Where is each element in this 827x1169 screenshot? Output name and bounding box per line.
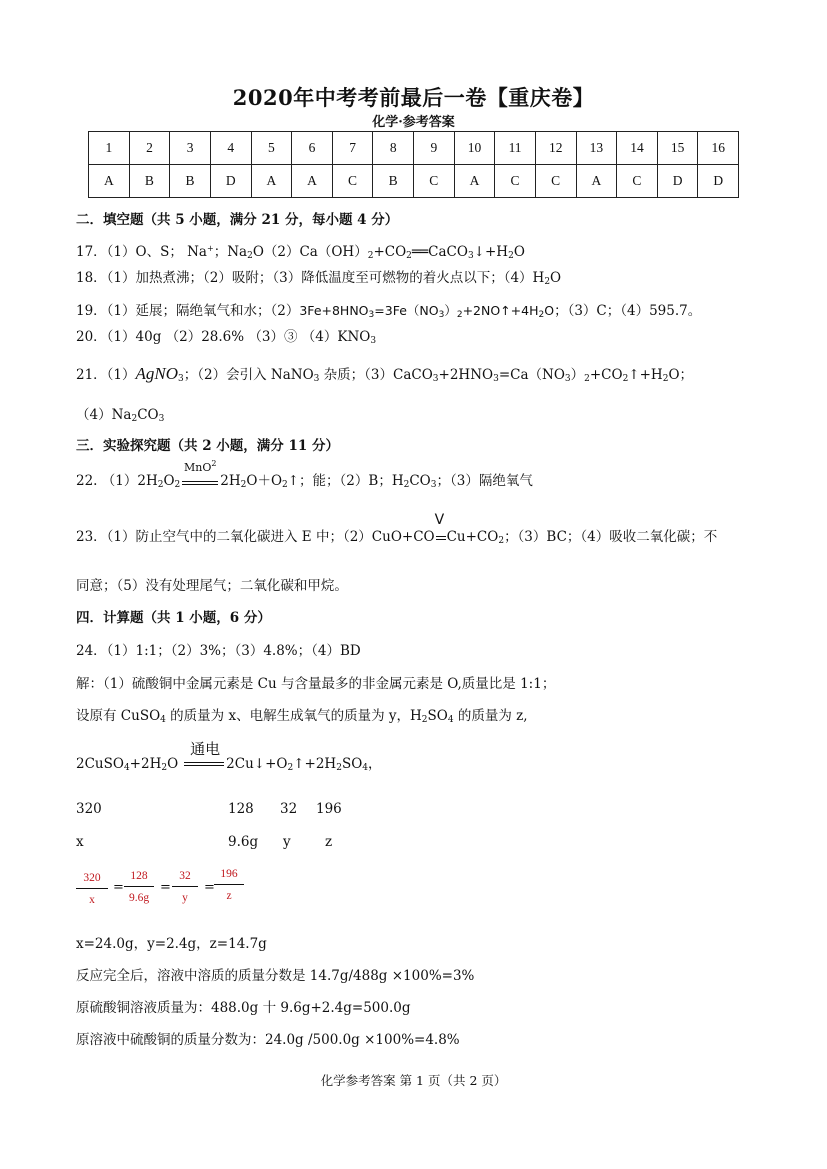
q24-line-a: 反应完全后，溶液中溶质的质量分数是 14.7g/488g ×100%=3% bbox=[76, 968, 475, 984]
answer-cell: A bbox=[251, 165, 292, 198]
question-number-cell: 3 bbox=[170, 132, 211, 165]
answer-cell: A bbox=[292, 165, 333, 198]
answer-cell: A bbox=[454, 165, 495, 198]
mass-row-1-b: 128 bbox=[228, 801, 254, 817]
mass-row-2-d: z bbox=[325, 834, 333, 850]
electrolysis-condition: 通电 bbox=[184, 758, 226, 772]
q23-answer: 23．（1）防止空气中的二氧化碳进入 E 中；（2）CuO+CO V $Cu+CO_2$；（3）BC；（4）吸收二氧化碳；不 bbox=[76, 511, 718, 546]
q24-result: x=24.0g，y=2.4g，z=14.7g bbox=[76, 936, 267, 952]
question-number-cell: 9 bbox=[414, 132, 455, 165]
q21-answer: 21．（1）AgNO$_3$；（2）会引入 NaNO$_3$ 杂质；$(3)CaCO_3+2HNO_3=Ca(NO_3)_2+CO_2↑+H_2O$； bbox=[76, 364, 694, 384]
equals-sign: = bbox=[204, 880, 215, 895]
mass-row-2-a: x bbox=[76, 834, 84, 850]
answer-cell: C bbox=[535, 165, 576, 198]
q19-answer: 19．（1）延展；隔绝氧气和水；$(2)3Fe+8HNO_3=3Fe(NO_3)_2+2NO↑+4H_2O$；（3）C；（4）595.7。 bbox=[76, 303, 702, 320]
answer-cell: A bbox=[576, 165, 617, 198]
answer-cell: D bbox=[698, 165, 739, 198]
page-title: 2020年中考考前最后一卷【重庆卷】 bbox=[232, 85, 595, 110]
q17-answer: 17．（1）O、S； Na+；$Na_2O(2)Ca(OH)_2+CO_2══CaCO_3↓+H_2O$ bbox=[76, 244, 525, 261]
answer-cell: D bbox=[210, 165, 251, 198]
equals-sign: = bbox=[113, 880, 124, 895]
question-number-cell: 16 bbox=[698, 132, 739, 165]
question-number-cell: 4 bbox=[210, 132, 251, 165]
question-number-cell: 2 bbox=[129, 132, 170, 165]
q24-line-c: 原溶液中硫酸铜的质量分数为：24.0g /500.0g ×100%=4.8% bbox=[76, 1032, 460, 1048]
question-number-cell: 6 bbox=[292, 132, 333, 165]
q24-solution-2: 设原有 CuSO$_4$ 的质量为 x、电解生成氧气的质量为 y，$H_2SO_4$ 的质量为 z, bbox=[76, 708, 528, 725]
q24-equation: $2CuSO_4+2H_2O$ 通电 $2Cu↓+O_2↑+2H_2SO_4$， bbox=[76, 739, 382, 773]
question-number-cell: 8 bbox=[373, 132, 414, 165]
section-2-heading: 二．填空题（共 5 小题，满分 21 分，每小题 4 分） bbox=[76, 212, 399, 228]
heat-condition: V bbox=[435, 531, 447, 545]
mass-row-1-c: 32 bbox=[280, 801, 298, 817]
q20-answer: 20．（1）40g （2）28.6% （3）③ $(4)KNO_3$ bbox=[76, 329, 377, 346]
fraction-32-y: 32 y bbox=[172, 868, 198, 906]
question-number-cell: 11 bbox=[495, 132, 536, 165]
section-4-heading: 四．计算题（共 1 小题，6 分） bbox=[76, 610, 271, 626]
answer-cell: C bbox=[617, 165, 658, 198]
question-number-cell: 12 bbox=[535, 132, 576, 165]
q22-answer: 22. $(1)2H_2O_2$ MnO$^2$ $2H_2O+O_2↑$；能；（2）B；$H_2CO_3$；（3）隔绝氧气 bbox=[76, 458, 533, 490]
section-3-heading: 三．实验探究题（共 2 小题，满分 11 分） bbox=[76, 438, 339, 454]
answer-cell: C bbox=[332, 165, 373, 198]
mass-row-2-b: 9.6g bbox=[228, 834, 259, 850]
question-number-cell: 10 bbox=[454, 132, 495, 165]
fraction-320-x: 320 x bbox=[76, 870, 108, 908]
answer-cell: B bbox=[129, 165, 170, 198]
catalyst-condition: MnO$^2$ bbox=[180, 475, 220, 489]
mass-row-1-a: 320 bbox=[76, 801, 102, 817]
fraction-196-z: 196 z bbox=[214, 866, 244, 904]
answer-cell: C bbox=[414, 165, 455, 198]
question-number-cell: 14 bbox=[617, 132, 658, 165]
question-number-cell: 13 bbox=[576, 132, 617, 165]
question-number-cell: 7 bbox=[332, 132, 373, 165]
q23-answer-line2: 同意；（5）没有处理尾气；二氧化碳和甲烷。 bbox=[76, 578, 348, 594]
question-number-cell: 1 bbox=[89, 132, 130, 165]
q21-answer-line2: $(4)Na_2CO_3$ bbox=[76, 407, 165, 424]
question-number-cell: 5 bbox=[251, 132, 292, 165]
mass-row-2-c: y bbox=[283, 834, 291, 850]
answer-cell: D bbox=[657, 165, 698, 198]
fraction-128-9.6g: 128 9.6g bbox=[124, 868, 154, 906]
answer-cell: B bbox=[373, 165, 414, 198]
equals-sign: = bbox=[160, 880, 171, 895]
answer-cell: A bbox=[89, 165, 130, 198]
question-number-cell: 15 bbox=[657, 132, 698, 165]
answer-table-answer-row bbox=[89, 165, 739, 198]
page-footer: 化学参考答案 第 1 页（共 2 页） bbox=[320, 1073, 507, 1088]
answer-cell: C bbox=[495, 165, 536, 198]
answer-table bbox=[88, 131, 739, 198]
answer-table-number-row bbox=[89, 132, 739, 165]
q24-answer: 24．（1）1:1；（2）3%；（3）4.8%；（4）BD bbox=[76, 643, 361, 659]
q24-line-b: 原硫酸铜溶液质量为：488.0g 十 9.6g+2.4g=500.0g bbox=[76, 1000, 411, 1016]
answer-cell: B bbox=[170, 165, 211, 198]
q24-solution-1: 解：（1）硫酸铜中金属元素是 Cu 与含量最多的非金属元素是 O,质量比是 1:1； bbox=[76, 676, 556, 692]
page-subtitle: 化学·参考答案 bbox=[372, 115, 455, 130]
mass-row-1-d: 196 bbox=[316, 801, 342, 817]
q18-answer: 18．（1）加热煮沸；（2）吸附；（3）降低温度至可燃物的着火点以下；$(4)H_2O$ bbox=[76, 270, 562, 287]
